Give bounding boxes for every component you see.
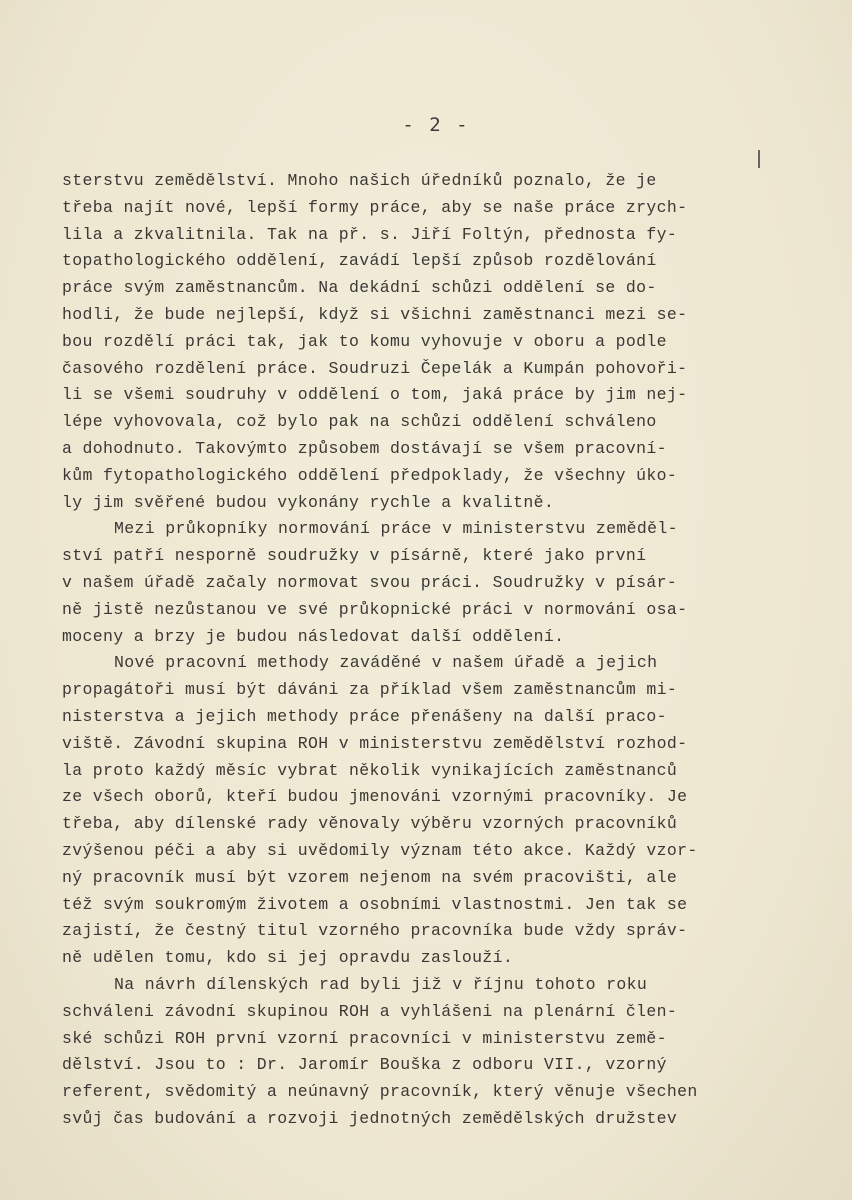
text-line: v našem úřadě začaly normovat svou práci. Soudružky v písár- <box>62 572 678 592</box>
text-line: kům fytopathologického oddělení předpoklady, že všechny úko- <box>62 465 678 485</box>
text-line: ně udělen tomu, kdo si jej opravdu zaslouží. <box>62 948 514 968</box>
text-line: Nové pracovní methody zaváděné v našem úřadě a jejich <box>114 653 658 673</box>
document-body <box>62 168 732 1133</box>
text-line: bou rozdělí práci tak, jak to komu vyhovuje v oboru a podle <box>62 331 667 351</box>
text-line: třeba, aby dílenské rady věnovaly výběru vzorných pracovníků <box>62 814 678 834</box>
text-line: ly jim svěřené budou vykonány rychle a kvalitně. <box>62 492 555 512</box>
paragraph <box>62 168 732 516</box>
text-line: la proto každý měsíc vybrat několik vynikajících zaměstnanců <box>62 760 678 780</box>
text-line: třeba najít nové, lepší formy práce, aby se naše práce zrych- <box>62 197 688 217</box>
text-line: zvýšenou péči a aby si uvědomily význam této akce. Každý vzor- <box>62 840 698 860</box>
paragraph <box>62 650 732 972</box>
text-line: schváleni závodní skupinou ROH a vyhlášeni na plenární člen- <box>62 1001 678 1021</box>
text-line: práce svým zaměstnancům. Na dekádní schůzi oddělení se do- <box>62 278 657 298</box>
text-line: zajistí, že čestný titul vzorného pracovníka bude vždy správ- <box>62 921 688 941</box>
margin-mark <box>758 150 760 168</box>
text-line: nisterstva a jejich methody práce přenášeny na další praco- <box>62 706 667 726</box>
text-line: ství patří nesporně soudružky v písárně, které jako první <box>62 546 647 566</box>
text-line: propagátoři musí být dáváni za příklad všem zaměstnancům mi- <box>62 680 678 700</box>
page-number: - 2 - <box>402 114 470 136</box>
text-line: dělství. Jsou to : Dr. Jaromír Bouška z odboru VII., vzorný <box>62 1055 667 1075</box>
text-line: svůj čas budování a rozvoji jednotných zemědělských družstev <box>62 1108 678 1128</box>
text-line: ně jistě nezůstanou ve své průkopnické práci v normování osa- <box>62 599 688 619</box>
text-line: lila a zkvalitnila. Tak na př. s. Jiří Foltýn, přednosta fy- <box>62 224 678 244</box>
paragraph <box>62 972 732 1133</box>
text-line: též svým soukromým životem a osobními vlastnostmi. Jen tak se <box>62 894 688 914</box>
text-line: a dohodnuto. Takovýmto způsobem dostávají se všem pracovní- <box>62 438 667 458</box>
text-line: viště. Závodní skupina ROH v ministerstvu zemědělství rozhod- <box>62 733 688 753</box>
text-line: lépe vyhovovala, což bylo pak na schůzi oddělení schváleno <box>62 412 657 432</box>
paragraph <box>62 516 732 650</box>
text-line: Na návrh dílenských rad byli již v říjnu tohoto roku <box>114 974 648 994</box>
text-line: časového rozdělení práce. Soudruzi Čepelák a Kumpán pohovoři- <box>62 358 688 378</box>
text-line: ze všech oborů, kteří budou jmenováni vzornými pracovníky. Je <box>62 787 688 807</box>
text-line: hodli, že bude nejlepší, když si všichni zaměstnanci mezi se- <box>62 304 688 324</box>
text-line: ské schůzi ROH první vzorní pracovníci v ministerstvu země- <box>62 1028 667 1048</box>
text-line: Mezi průkopníky normování práce v ministerstvu zeměděl- <box>114 519 678 539</box>
text-line: ný pracovník musí být vzorem nejenom na svém pracovišti, ale <box>62 867 678 887</box>
text-line: sterstvu zemědělství. Mnoho našich úředníků poznalo, že je <box>62 171 657 190</box>
text-line: li se všemi soudruhy v oddělení o tom, jaká práce by jim nej- <box>62 385 688 405</box>
text-line: moceny a brzy je budou následovat další oddělení. <box>62 626 565 646</box>
text-line: referent, svědomitý a neúnavný pracovník, který věnuje všechen <box>62 1082 698 1102</box>
text-line: topathologického oddělení, zavádí lepší způsob rozdělování <box>62 251 657 271</box>
